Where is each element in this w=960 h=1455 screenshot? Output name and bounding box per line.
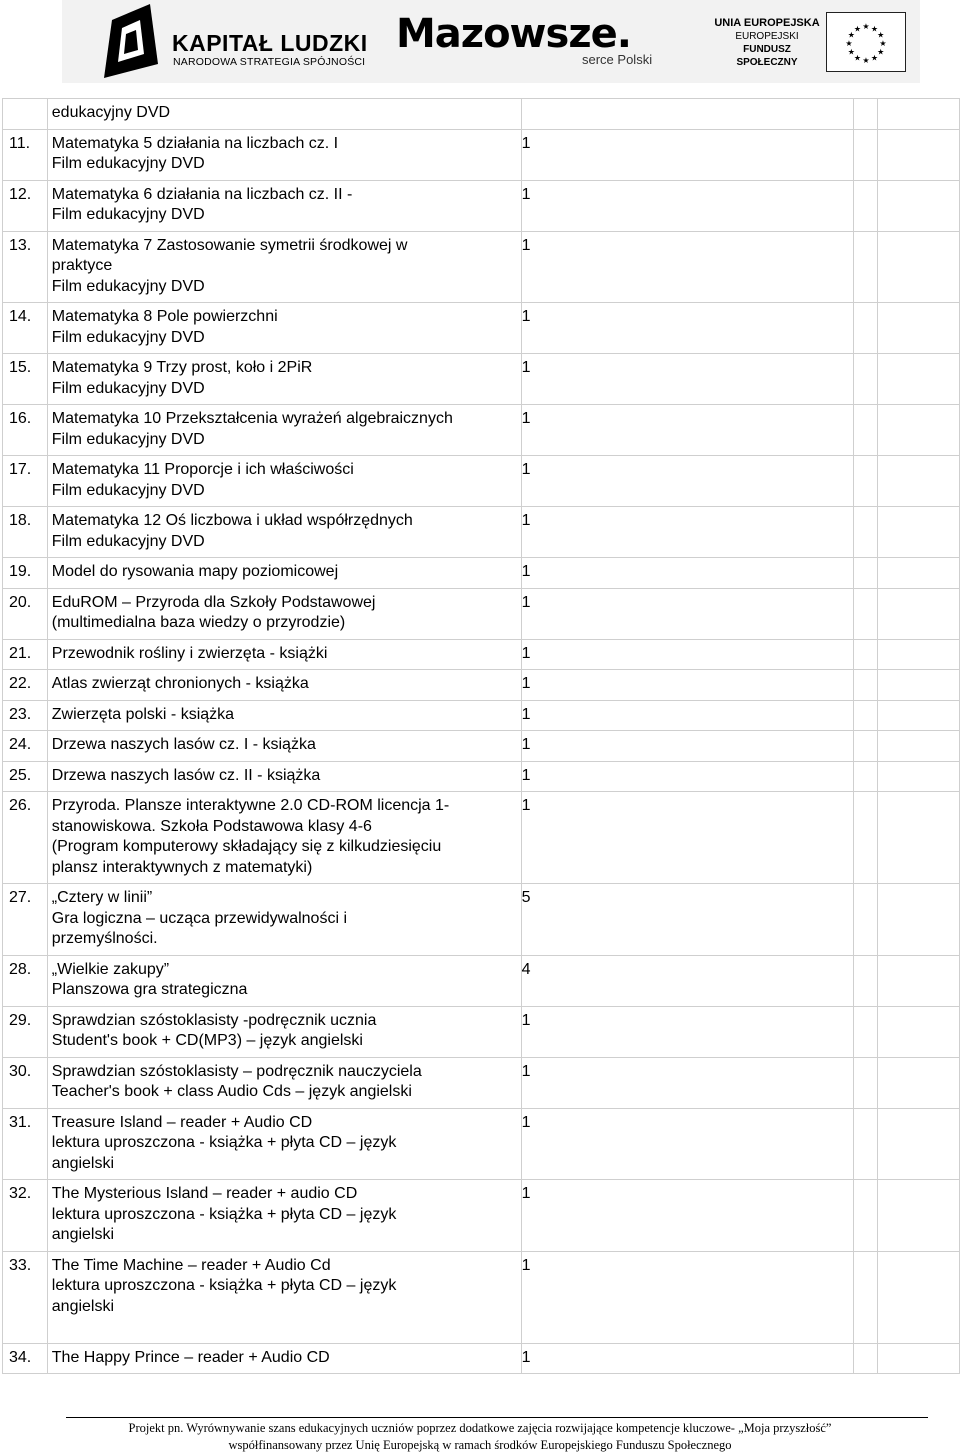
item-name-line: Film edukacyjny DVD [51, 430, 205, 448]
table-row [3, 639, 960, 670]
empty-cell [853, 507, 877, 558]
table-row [3, 1057, 960, 1108]
row-number: 26. [3, 792, 48, 884]
table-row [3, 231, 960, 303]
quantity-cell: 1 [521, 639, 853, 670]
eu-star-icon: ★ [845, 39, 853, 48]
empty-cell [853, 558, 877, 589]
quantity-cell: 1 [521, 1057, 853, 1108]
item-name-cell [47, 761, 521, 792]
row-number: 13. [3, 231, 48, 303]
item-name-line: Film edukacyjny DVD [51, 481, 205, 499]
row-number: 31. [3, 1108, 48, 1180]
quantity-cell: 1 [521, 231, 853, 303]
item-name-cell [47, 1251, 521, 1343]
empty-cell [853, 1108, 877, 1180]
item-name-line: Film edukacyjny DVD [51, 532, 205, 550]
empty-cell [877, 884, 959, 956]
item-name-cell [47, 639, 521, 670]
item-name-cell [47, 231, 521, 303]
item-name-cell [47, 1343, 521, 1374]
table-row [3, 670, 960, 701]
item-name-line: EduROM – Przyroda dla Szkoły Podstawowej [51, 593, 376, 611]
empty-cell [853, 129, 877, 180]
quantity-cell: 1 [521, 1251, 853, 1343]
empty-cell [853, 731, 877, 762]
table-row [3, 180, 960, 231]
table-row [3, 354, 960, 405]
item-name-line: (Program komputerowy składający się z kilkudziesięciu [51, 838, 442, 855]
table-row [3, 99, 960, 130]
empty-cell [853, 99, 877, 130]
row-number: 24. [3, 731, 48, 762]
eu-flag [826, 12, 906, 72]
item-name-line: The Mysterious Island – reader + audio CD [51, 1185, 358, 1202]
quantity-cell: 1 [521, 761, 853, 792]
item-name-line: angielski [51, 1226, 115, 1243]
item-name-line: Matematyka 6 działania na liczbach cz. II - [51, 185, 353, 203]
empty-cell [853, 761, 877, 792]
table-row [3, 588, 960, 639]
item-name-cell [47, 1180, 521, 1252]
footer-rule [66, 1417, 928, 1418]
row-number: 12. [3, 180, 48, 231]
item-name-line: plansz interaktywnych z matematyki) [51, 858, 313, 876]
mazowsze-tagline: serce Polski [582, 52, 653, 67]
table-row [3, 456, 960, 507]
item-name-cell [47, 558, 521, 589]
quantity-cell: 1 [521, 456, 853, 507]
eu-star-icon: ★ [877, 47, 885, 57]
row-number [3, 99, 48, 130]
ue-text [712, 16, 822, 70]
item-name-line: Gra logiczna – ucząca przewidywalności i [51, 909, 348, 927]
quantity-cell: 1 [521, 588, 853, 639]
item-name-cell [47, 405, 521, 456]
table-row [3, 1180, 960, 1252]
empty-cell [853, 303, 877, 354]
empty-cell [853, 1180, 877, 1252]
item-name-cell [47, 507, 521, 558]
row-number: 22. [3, 670, 48, 701]
item-name-cell [47, 700, 521, 731]
item-name-line: The Happy Prince – reader + Audio CD [51, 1348, 330, 1366]
eu-star-icon: ★ [853, 24, 862, 34]
empty-cell [877, 1251, 959, 1343]
item-name-line: Film edukacyjny DVD [51, 206, 205, 223]
row-number: 11. [3, 129, 48, 180]
quantity-cell: 1 [521, 405, 853, 456]
row-number: 21. [3, 639, 48, 670]
table-row [3, 1343, 960, 1374]
item-name-cell [47, 955, 521, 1006]
quantity-cell: 1 [521, 303, 853, 354]
empty-cell [877, 731, 959, 762]
empty-cell [877, 1343, 959, 1374]
table-row [3, 731, 960, 762]
item-name-line: Planszowa gra strategiczna [51, 981, 248, 998]
empty-cell [877, 303, 959, 354]
item-name-cell [47, 1057, 521, 1108]
eu-star-icon: ★ [862, 22, 870, 31]
quantity-cell: 1 [521, 792, 853, 884]
item-name-cell [47, 1006, 521, 1057]
empty-cell [877, 180, 959, 231]
row-number: 28. [3, 955, 48, 1006]
item-name-cell [47, 354, 521, 405]
item-name-cell [47, 99, 521, 130]
kapital-ludzki-subtitle: NARODOWA STRATEGIA SPÓJNOŚCI [173, 56, 366, 68]
quantity-cell: 1 [521, 700, 853, 731]
item-name-line: przemyślności. [51, 930, 158, 947]
row-number: 32. [3, 1180, 48, 1252]
empty-cell [877, 792, 959, 884]
row-number: 34. [3, 1343, 48, 1374]
empty-cell [877, 1057, 959, 1108]
item-name-line: Przyroda. Plansze interaktywne 2.0 CD-ROM licencja 1- [51, 797, 450, 814]
empty-cell [853, 1343, 877, 1374]
row-number: 16. [3, 405, 48, 456]
empty-cell [853, 670, 877, 701]
empty-cell [877, 129, 959, 180]
eu-star-icon: ★ [870, 53, 879, 63]
empty-cell [877, 1180, 959, 1252]
empty-cell [853, 354, 877, 405]
item-name-line: Matematyka 12 Oś liczbowa i układ współrzędnych [51, 512, 413, 529]
kapital-ludzki-logo [100, 4, 370, 78]
item-name-cell [47, 180, 521, 231]
page-footer [0, 1417, 960, 1454]
quantity-cell: 1 [521, 1180, 853, 1252]
item-name-line: lektura uproszczona - książka + płyta CD – język [51, 1277, 397, 1294]
empty-cell [853, 700, 877, 731]
item-name-line: stanowiskowa. Szkoła Podstawowa klasy 4-6 [51, 817, 372, 835]
row-number: 18. [3, 507, 48, 558]
item-name-cell [47, 129, 521, 180]
table-row [3, 405, 960, 456]
empty-cell [877, 639, 959, 670]
empty-cell [877, 558, 959, 589]
empty-cell [853, 588, 877, 639]
eu-star-icon: ★ [862, 56, 870, 65]
quantity-cell: 4 [521, 955, 853, 1006]
row-number: 25. [3, 761, 48, 792]
item-name-line: Zwierzęta polski - książka [51, 705, 235, 723]
table-row [3, 700, 960, 731]
table-row [3, 129, 960, 180]
eu-star-icon: ★ [847, 30, 855, 40]
item-name-line: The Time Machine – reader + Audio Cd [51, 1256, 331, 1274]
empty-cell [853, 1057, 877, 1108]
item-name-cell [47, 792, 521, 884]
item-name-line: Teacher's book + class Audio Cds – język angielski [51, 1083, 412, 1100]
row-number: 30. [3, 1057, 48, 1108]
item-name-line: angielski [51, 1297, 115, 1315]
item-name-line: Matematyka 11 Proporcje i ich właściwości [51, 461, 354, 478]
empty-cell [877, 354, 959, 405]
item-name-line: Matematyka 7 Zastosowanie symetrii środkowej w [51, 236, 408, 254]
quantity-cell: 1 [521, 731, 853, 762]
eu-star-icon: ★ [847, 47, 855, 57]
item-name-cell [47, 670, 521, 701]
item-name-line: Film edukacyjny DVD [51, 328, 205, 346]
table-row [3, 1108, 960, 1180]
row-number: 20. [3, 588, 48, 639]
table-row [3, 1006, 960, 1057]
kapital-ludzki-mark-icon [100, 4, 164, 78]
item-name-line: Matematyka 5 działania na liczbach cz. I [51, 134, 339, 152]
item-name-line: Film edukacyjny DVD [51, 155, 205, 172]
table-row [3, 1251, 960, 1343]
item-name-cell [47, 731, 521, 762]
empty-cell [877, 405, 959, 456]
quantity-cell: 1 [521, 180, 853, 231]
eu-star-icon: ★ [853, 53, 862, 63]
quantity-cell: 1 [521, 354, 853, 405]
ue-line-2: EUROPEJSKI [735, 31, 799, 42]
quantity-cell: 5 [521, 884, 853, 956]
empty-cell [877, 1006, 959, 1057]
row-number: 27. [3, 884, 48, 956]
empty-cell [853, 792, 877, 884]
eu-star-icon: ★ [879, 39, 887, 48]
item-name-line: Student's book + CD(MP3) – język angielski [51, 1032, 363, 1049]
item-name-line [52, 1317, 517, 1338]
item-name-line: Drzewa naszych lasów cz. I - książka [51, 736, 316, 753]
empty-cell [853, 884, 877, 956]
item-name-line: edukacyjny DVD [51, 104, 171, 121]
item-name-cell [47, 456, 521, 507]
item-name-line: lektura uproszczona - książka + płyta CD – język [51, 1205, 397, 1223]
eu-star-icon: ★ [870, 24, 879, 34]
empty-cell [877, 1108, 959, 1180]
empty-cell [877, 670, 959, 701]
item-name-line: Treasure Island – reader + Audio CD [51, 1113, 313, 1131]
table-row [3, 303, 960, 354]
item-name-line: Przewodnik rośliny i zwierzęta - książki [51, 644, 328, 662]
ue-line-1: UNIA EUROPEJSKA [714, 17, 820, 29]
empty-cell [877, 507, 959, 558]
empty-cell [877, 588, 959, 639]
empty-cell [853, 955, 877, 1006]
item-name-line: Matematyka 9 Trzy prost, koło i 2PiR [51, 359, 313, 376]
item-name-line: Model do rysowania mapy poziomicowej [51, 563, 339, 580]
empty-cell [853, 1251, 877, 1343]
empty-cell [853, 1006, 877, 1057]
quantity-cell: 1 [521, 670, 853, 701]
item-name-cell [47, 588, 521, 639]
item-name-line: Sprawdzian szóstoklasisty – podręcznik nauczyciela [51, 1062, 422, 1080]
quantity-cell: 1 [521, 1343, 853, 1374]
item-name-line: Film edukacyjny DVD [51, 379, 205, 397]
item-name-line: lektura uproszczona - książka + płyta CD – język [51, 1134, 397, 1151]
quantity-cell [521, 99, 853, 130]
row-number: 14. [3, 303, 48, 354]
empty-cell [877, 700, 959, 731]
empty-cell [853, 231, 877, 303]
empty-cell [877, 456, 959, 507]
quantity-cell: 1 [521, 129, 853, 180]
row-number: 33. [3, 1251, 48, 1343]
mazowsze-logo [396, 10, 666, 74]
equipment-table [2, 98, 960, 1374]
empty-cell [877, 99, 959, 130]
row-number: 29. [3, 1006, 48, 1057]
footer-line-1: Projekt pn. Wyrównywanie szans edukacyjnych uczniów poprzez dodatkowe zajęcia rozwijające kompetencje kluczowe- „Moja przyszłość” [128, 1421, 832, 1435]
item-name-line: Atlas zwierząt chronionych - książka [51, 675, 309, 692]
item-name-line: Drzewa naszych lasów cz. II - książka [51, 766, 321, 784]
empty-cell [853, 180, 877, 231]
eu-star-icon: ★ [877, 30, 885, 40]
item-name-line: praktyce [51, 257, 113, 274]
quantity-cell: 1 [521, 1108, 853, 1180]
empty-cell [853, 639, 877, 670]
empty-cell [877, 761, 959, 792]
item-name-line: „Wielkie zakupy” [51, 960, 170, 978]
empty-cell [853, 405, 877, 456]
quantity-cell: 1 [521, 558, 853, 589]
table-row [3, 507, 960, 558]
item-name-line: angielski [51, 1154, 115, 1172]
empty-cell [877, 955, 959, 1006]
row-number: 17. [3, 456, 48, 507]
eu-stars-icon [827, 13, 905, 71]
item-name-line: Film edukacyjny DVD [51, 277, 205, 295]
row-number: 15. [3, 354, 48, 405]
quantity-cell: 1 [521, 507, 853, 558]
item-name-line: (multimedialna baza wiedzy o przyrodzie) [51, 614, 346, 631]
empty-cell [877, 231, 959, 303]
item-name-cell [47, 884, 521, 956]
quantity-cell: 1 [521, 1006, 853, 1057]
table-row [3, 955, 960, 1006]
item-name-line: „Cztery w linii” [51, 889, 153, 906]
empty-cell [853, 456, 877, 507]
item-name-line: Sprawdzian szóstoklasisty -podręcznik ucznia [51, 1011, 377, 1029]
ue-line-3: FUNDUSZ SPOŁECZNY [736, 44, 798, 68]
item-name-cell [47, 1108, 521, 1180]
item-name-line: Matematyka 10 Przekształcenia wyrażeń algebraicznych [51, 410, 453, 427]
item-name-line: Matematyka 8 Pole powierzchni [51, 308, 278, 325]
row-number: 19. [3, 558, 48, 589]
table-row [3, 761, 960, 792]
item-name-cell [47, 303, 521, 354]
table-row [3, 792, 960, 884]
footer-line-2: współfinansowany przez Unię Europejską w ramach środków Europejskiego Funduszu Społecznego [228, 1438, 732, 1452]
table-row [3, 884, 960, 956]
mazowsze-wordmark: Mazowsze. [396, 11, 631, 57]
header-banner [62, 0, 920, 83]
row-number: 23. [3, 700, 48, 731]
table-row [3, 558, 960, 589]
kapital-ludzki-title: KAPITAŁ LUDZKI [172, 30, 368, 56]
